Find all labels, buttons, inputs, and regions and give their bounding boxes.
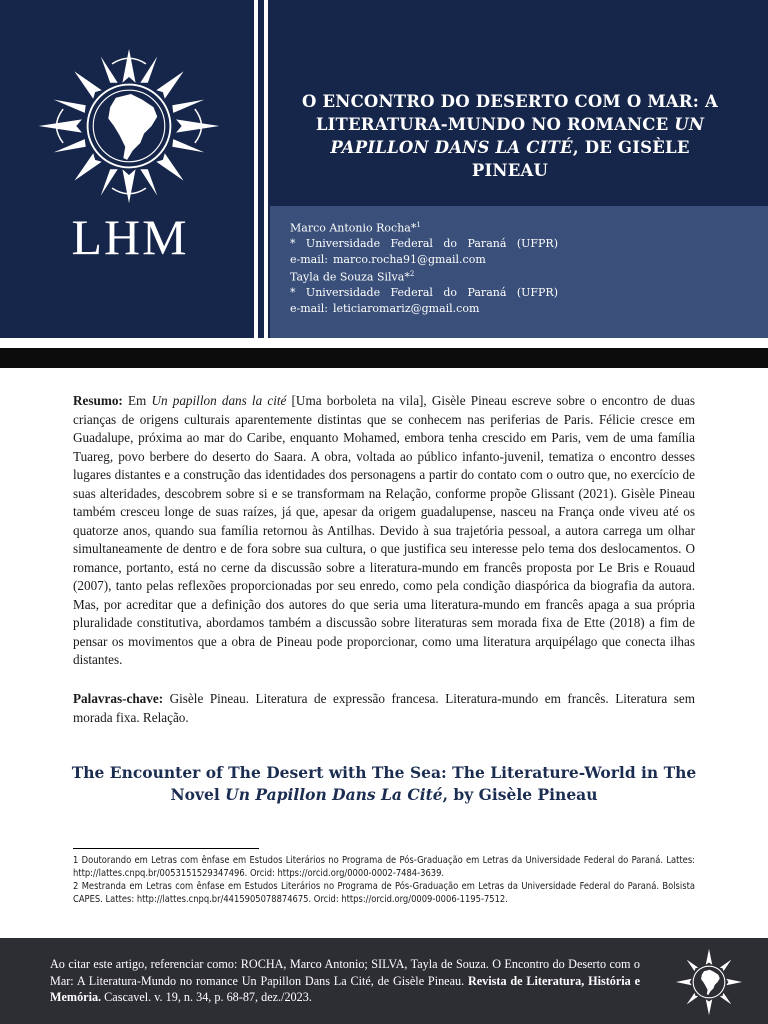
title-line xyxy=(290,136,730,159)
book-title: Un papillon dans la cité xyxy=(151,393,287,408)
keywords xyxy=(73,690,695,727)
title-italic-text: UN xyxy=(674,115,705,134)
keywords-text: Gisèle Pineau. Literatura de expressão francesa. Literatura-mundo em francês. Literatura sem morada fixa. Relação. xyxy=(73,691,695,725)
abstract-text: [Uma borboleta na vila], Gisèle Pineau escreve sobre o encontro de duas crianças de origens culturais aparentemente distintas que se conhecem nas periferias de Paris. Félicie cresce em Guadalupe, próxima ao mar do Caribe, enquanto Mohamed, embora tenha crescido em Paris, vem de uma família Tuareg, povo berbere do deserto do Saara. A obra, voltada ao público infanto-juvenil, tematiza o encontro desses lugares distantes e a construção das identidades dos personagens a partir do contato com o outro que, no exercício de suas alteridades, descobrem sobre si e se transformam na Relação, conforme propõe Glissant (2021). Gisèle Pineau também cresceu longe de suas raízes, já que, apesar da origem guadalupense, nasceu na França onde viveu até os quatorze anos, quando sua família retornou às Antilhas. Devido à sua trajetória pessoal, a autora carrega um olhar simultaneamente de dentro e de fora sobre sua cultura, o que justifica seu interesse pelo tema dos deslocamentos. O romance, portanto, está no cerne da discussão sobre a literatura-mundo em francês proposta por Le Bris e Rouaud (2007), tanto pelas reflexões proporcionadas por seu enredo, como pela condição diaspórica da biografia da autora. Mas, por acreditar que a definição dos autores do que seria uma literatura-mundo em francês apaga a sua própria pluralidade constitutiva, abordamos também a discussão sobre literaturas sem morada fixa de Ette (2018) a fim de pensar os movimentos que a obra de Pineau pode proporcionar, como uma literatura arquipélago que conecta ilhas distantes. xyxy=(73,393,695,667)
author-email: e-mail: marco.rocha91@gmail.com xyxy=(290,252,486,266)
compass-rose-icon xyxy=(34,46,224,206)
author-name: Marco Antonio Rocha*$^1$ xyxy=(290,221,421,235)
title-line: PINEAU xyxy=(471,161,549,180)
keywords-label: Palavras-chave: xyxy=(73,691,164,706)
footnote: 2 Mestranda em Letras com ênfase em Estudos Literários no Programa de Pós-Graduação em Letras da Universidade Federal do Paraná. Bolsista CAPES. Lattes: http://lattes.cnpq.br/4415905078874675. Orcid: https://orcid.org/0009-0006-1195-7512. xyxy=(73,881,695,905)
authors-list xyxy=(290,218,558,316)
citation-footer xyxy=(0,938,768,1024)
article-header xyxy=(0,0,768,368)
footnotes xyxy=(73,854,695,906)
author-email: e-mail: leticiaromariz@gmail.com xyxy=(290,301,480,315)
authors-panel xyxy=(270,206,768,338)
title-italic-text: PAPILLON DANS LA CITÉ xyxy=(330,138,573,157)
footnote-rule xyxy=(73,848,259,849)
footnote: 1 Doutorando em Letras com ênfase em Estudos Literários no Programa de Pós-Graduação em Letras da Universidade Federal do Paraná. Lattes: http://lattes.cnpq.br/0053151529347496. Orcid: https://orcid.org/0000-0002-7484-3639. xyxy=(73,855,695,879)
citation-text: Ao citar este artigo, referenciar como: ROCHA, Marco Antonio; SILVA, Tayla de Souza. O Encontro do Deserto com o Mar: A Literatura-Mundo no romance Un Papillon Dans La Cité, de Gisèle Pineau. Revista de Literatura, História e Memória. Cascavel. v. 19, n. 34, p. 68-87, dez./2023. xyxy=(50,957,640,1004)
title-line xyxy=(290,113,730,136)
abstract-label: Resumo: xyxy=(73,393,123,408)
english-title: The Encounter of The Desert with The Sea: The Literature-World in The Novel Un Papillon Dans La Cité, by Gisèle Pineau xyxy=(71,763,697,804)
author-name: Tayla de Souza Silva*$^2$ xyxy=(290,270,415,284)
author-affiliation: * Universidade Federal do Paraná (UFPR) xyxy=(290,237,558,251)
title-text: , DE GISÈLE xyxy=(572,138,690,157)
abstract: Resumo: Em Un papillon dans la cité [Uma borboleta na vila], Gisèle Pineau escreve sobre o encontro de duas crianças de origens culturais aparentemente distintas que se conhecem nas periferias de Paris. Félicie cresce em Guadalupe, próxima ao mar do Caribe, enquanto Mohamed, embora tenha crescido em Paris, vem de uma família Tuareg, povo berbere do deserto do Saara. A obra, voltada ao público infanto-juvenil, tematiza o encontro desses lugares distantes e a construção das identidades dos personagens a partir do contato com o outro que, no exercício de suas alteridades, descobrem sobre si e se transformam na Relação, conforme propõe Glissant (2021). Gisèle Pineau também cresceu longe de suas raízes, já que, apesar da origem guadalupense, nasceu na França onde viveu até os quatorze anos, quando sua família retornou às Antilhas. Devido à sua trajetória pessoal, a autora carrega um olhar simultaneamente de dentro e de fora sobre sua cultura, o que justifica seu interesse pelo tema dos deslocamentos. O romance, portanto, está no cerne da discussão sobre a literatura-mundo em francês proposta por Le Bris e Rouaud (2007), tanto pelas reflexões proporcionadas por seu enredo, como pela condição diaspórica da biografia da autora. Mas, por acreditar que a definição dos autores do que seria uma literatura-mundo em francês apaga a sua própria pluralidade constitutiva, abordamos também a discussão sobre literaturas sem morada fixa de Ette (2018) a fim de pensar os movimentos que a obra de Pineau pode proporcionar, como uma literatura arquipélago que conecta ilhas distantes. xyxy=(73,393,695,667)
email-link[interactable]: leticiaromariz@gmail.com xyxy=(332,301,480,315)
title-line: O ENCONTRO DO DESERTO COM O MAR: A xyxy=(302,92,718,111)
journal-name: Revista de Literatura, História e Memória. xyxy=(50,973,640,1004)
divider-line xyxy=(264,0,268,338)
journal-logo-text: LHM xyxy=(71,209,189,265)
compass-rose-icon xyxy=(672,946,746,1018)
article-title xyxy=(290,90,730,182)
header-strip xyxy=(0,348,768,368)
author-affiliation: * Universidade Federal do Paraná (UFPR) xyxy=(290,286,558,300)
email-link[interactable]: marco.rocha91@gmail.com xyxy=(332,252,486,266)
divider-line xyxy=(254,0,258,338)
title-text: LITERATURA-MUNDO NO ROMANCE xyxy=(315,115,675,134)
logo-panel xyxy=(0,0,254,338)
